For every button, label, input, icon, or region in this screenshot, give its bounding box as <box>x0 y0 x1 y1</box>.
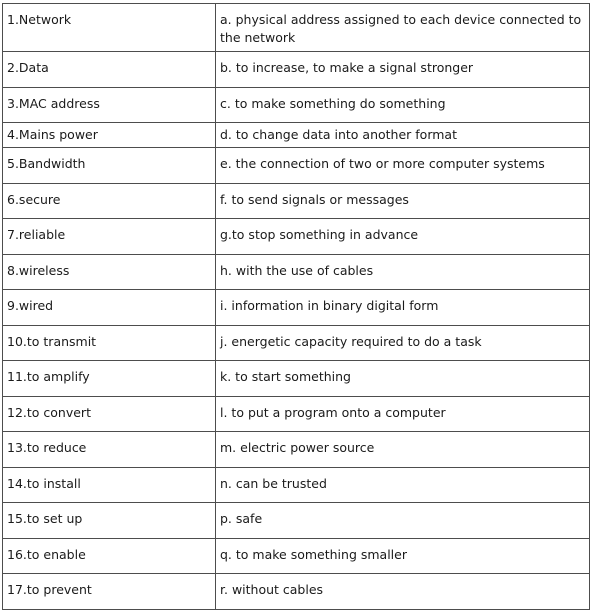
term-cell: 9.wired <box>3 290 216 326</box>
term-cell: 6.secure <box>3 183 216 219</box>
definition-cell: a. physical address assigned to each device connected to the network <box>216 4 590 52</box>
table-row <box>3 254 590 290</box>
table-row <box>3 123 590 148</box>
table-row <box>3 361 590 397</box>
term-cell: 4.Mains power <box>3 123 216 148</box>
definition-cell: h. with the use of cables <box>216 254 590 290</box>
term-cell: 11.to amplify <box>3 361 216 397</box>
definition-cell: q. to make something smaller <box>216 538 590 574</box>
definition-cell: j. energetic capacity required to do a task <box>216 325 590 361</box>
definition-cell: k. to start something <box>216 361 590 397</box>
definition-cell: e. the connection of two or more computer systems <box>216 148 590 184</box>
table-row <box>3 325 590 361</box>
vocabulary-matching-table <box>2 3 590 610</box>
table-row <box>3 183 590 219</box>
table-row <box>3 87 590 123</box>
term-cell: 5.Bandwidth <box>3 148 216 184</box>
term-cell: 2.Data <box>3 52 216 88</box>
table-row <box>3 467 590 503</box>
table-row <box>3 219 590 255</box>
table-row <box>3 503 590 539</box>
table-row <box>3 396 590 432</box>
definition-cell: g.to stop something in advance <box>216 219 590 255</box>
table-row <box>3 52 590 88</box>
term-cell: 14.to install <box>3 467 216 503</box>
term-cell: 12.to convert <box>3 396 216 432</box>
table-row <box>3 148 590 184</box>
table-body <box>3 4 590 610</box>
definition-cell: n. can be trusted <box>216 467 590 503</box>
table-row <box>3 290 590 326</box>
definition-cell: i. information in binary digital form <box>216 290 590 326</box>
term-cell: 15.to set up <box>3 503 216 539</box>
term-cell: 7.reliable <box>3 219 216 255</box>
table-row <box>3 432 590 468</box>
definition-cell: m. electric power source <box>216 432 590 468</box>
term-cell: 13.to reduce <box>3 432 216 468</box>
term-cell: 10.to transmit <box>3 325 216 361</box>
term-cell: 17.to prevent <box>3 574 216 610</box>
term-cell: 1.Network <box>3 4 216 52</box>
definition-cell: f. to send signals or messages <box>216 183 590 219</box>
definition-cell: p. safe <box>216 503 590 539</box>
table-row <box>3 538 590 574</box>
definition-cell: d. to change data into another format <box>216 123 590 148</box>
definition-cell: c. to make something do something <box>216 87 590 123</box>
table-row <box>3 4 590 52</box>
definition-cell: r. without cables <box>216 574 590 610</box>
term-cell: 16.to enable <box>3 538 216 574</box>
definition-cell: b. to increase, to make a signal stronger <box>216 52 590 88</box>
term-cell: 8.wireless <box>3 254 216 290</box>
definition-cell: l. to put a program onto a computer <box>216 396 590 432</box>
term-cell: 3.MAC address <box>3 87 216 123</box>
table-row <box>3 574 590 610</box>
